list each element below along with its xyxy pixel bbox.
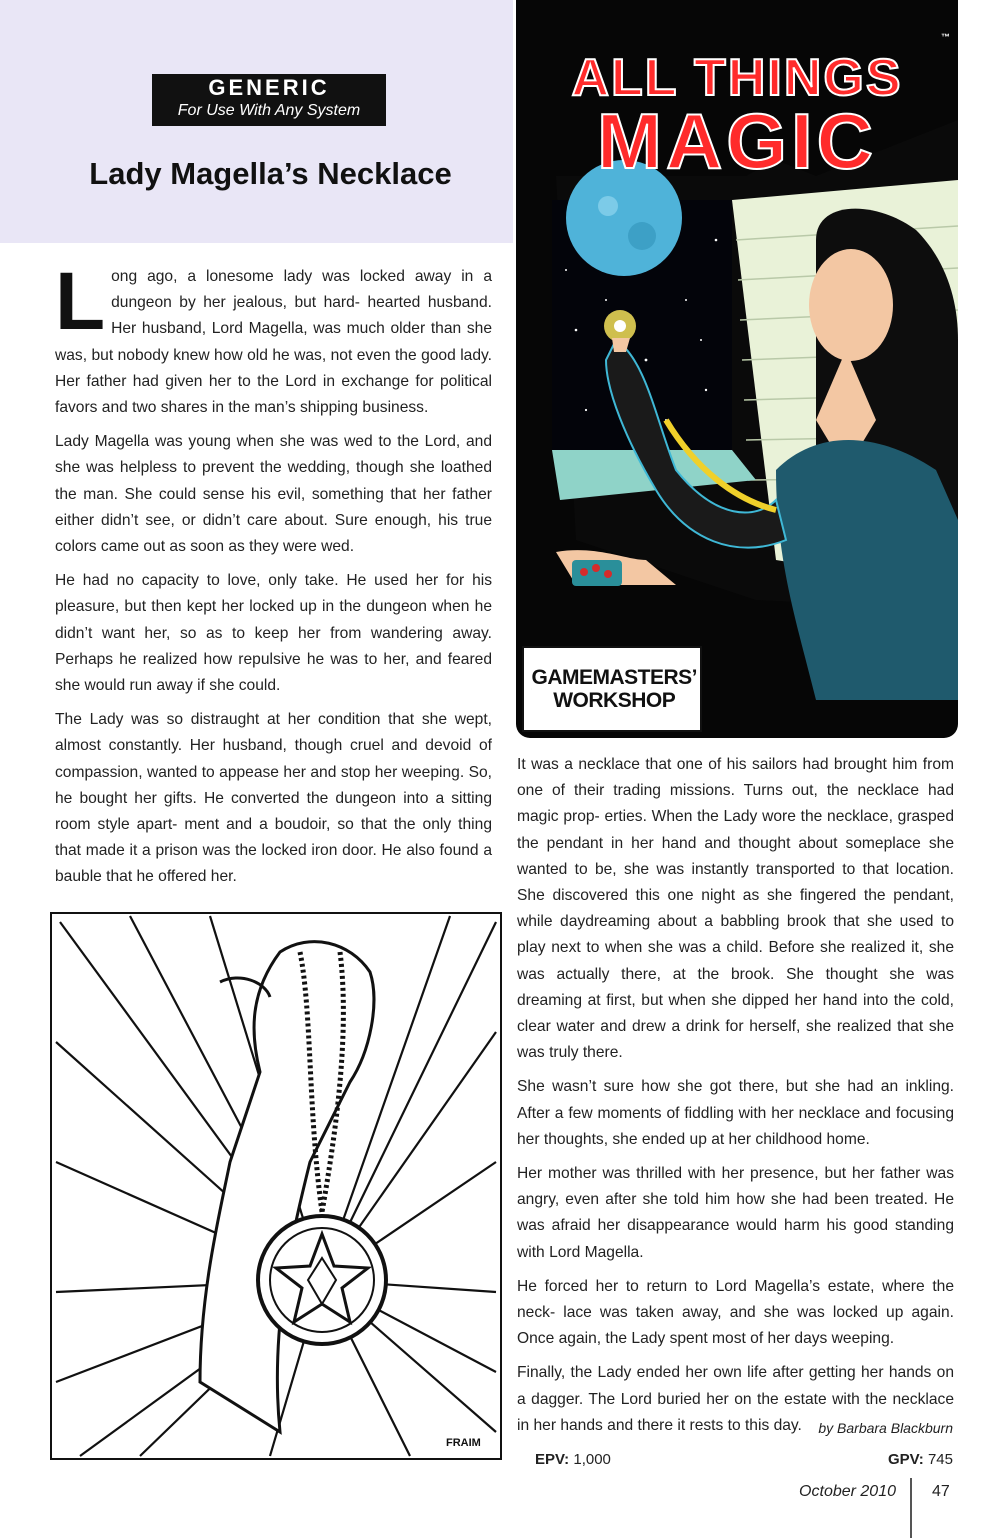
- generic-badge: [152, 74, 386, 126]
- paragraph: The Lady was so distraught at her condition that she wept, almost constantly. Her husband, though cruel and devoid of compassion, wanted to appease her and stop her weeping. So, he bought her gifts. He converted the dungeon into a sitting room style apart- ment and a boudoir, so that the only thing that made it a prison was the locked iron door. He also found a bauble that he offered her.: [55, 711, 492, 886]
- artist-signature: FRAIM: [446, 1437, 481, 1449]
- epv-value: [535, 1451, 611, 1468]
- gpv-value: [888, 1451, 953, 1468]
- paragraph: It was a necklace that one of his sailors had brought him from one of their trading missions. Turns out, the necklace had magic prop- erties. When the Lady wore the necklace, grasped the pendant in her hand and thought about someplace she wanted to be, she was instantly transported to that location. She discovered this one night as she fingered the pendant, while daydreaming about a babbling brook that she used to play next to when she was a child. Before she realized it, she was actually there, at the brook. She thought she was dreaming at first, but when she dipped her hand into the cold, clear water and drew a drink for herself, she realized that she was truly there.: [517, 756, 954, 1062]
- paragraph: She wasn’t sure how she got there, but she had an inkling. After a few moments of fiddling with her necklace and focusing her thoughts, she ended up at her childhood home.: [517, 1078, 954, 1148]
- page-number: 47: [932, 1483, 950, 1500]
- article-title: Lady Magella’s Necklace: [89, 156, 452, 191]
- left-text-column: [55, 256, 492, 899]
- footer-divider: [910, 1478, 912, 1538]
- cover-title-line2: MAGIC: [597, 97, 877, 185]
- paragraph: He forced her to return to Lord Magella’s estate, where the neck- lace was taken away, and she was locked up again. Once again, the Lady spent most of her days weeping.: [517, 1277, 954, 1348]
- paragraph: He had no capacity to love, only take. He used her for his pleasure, but then kept her locked up in the dungeon when he didn’t want her, so as to keep her from wandering away. Perhaps he realized how repulsive he was to her, and feared she would run away if she could.: [55, 572, 492, 695]
- magazine-cover-illustration: [516, 0, 958, 738]
- epv-label: EPV:: [535, 1451, 570, 1468]
- publisher-name: [531, 666, 697, 712]
- right-text-column: [517, 752, 954, 1447]
- cover-title-line1: ALL THINGS: [571, 49, 903, 107]
- byline: by Barbara Blackburn: [818, 1420, 953, 1436]
- woman-dress: [776, 440, 958, 700]
- gpv-number: 745: [927, 1451, 953, 1468]
- publisher-logo: [524, 648, 700, 730]
- badge-title: GENERIC: [208, 75, 330, 100]
- gpv-label: GPV:: [887, 1451, 924, 1468]
- paragraph: Lady Magella was young when she was wed to the Lord, and she was helpless to prevent the wedding, though she loathed the man. She could sense his evil, something that her father either didn’t see, or didn’t care about. Sure enough, his true colors came out as soon as they were wed.: [55, 433, 492, 556]
- badge-subtitle: For Use With Any System: [177, 102, 361, 119]
- publisher-line2: WORKSHOP: [553, 689, 676, 712]
- paragraph: Finally, the Lady ended her own life after getting her hands on a dagger. The Lord buried her on the estate with the necklace in her hands and there it rests to this day.: [517, 1364, 954, 1434]
- drop-cap: L: [55, 256, 106, 347]
- trademark: ™: [941, 32, 950, 42]
- woman-face: [809, 249, 893, 361]
- issue-date: October 2010: [799, 1483, 896, 1500]
- paragraph: Her mother was thrilled with her presence, but her father was angry, even after she told him how she had been treated. He was afraid her disappearance would harm his good standing with Lord Magella.: [517, 1165, 954, 1261]
- necklace-illustration: [50, 912, 502, 1460]
- epv-number: 1,000: [573, 1451, 611, 1468]
- paragraph-text: ong ago, a lonesome lady was locked away in a dungeon by her jealous, but hard- hearted husband. Her husband, Lord Magella, was much older than she was, but nobody knew how old he was, not even the good lady. Her father had given her to the Lord in exchange for political favors and two shares in the man’s shipping business.: [55, 268, 492, 417]
- publisher-line1: GAMEMASTERS’: [531, 666, 697, 689]
- paragraph: [55, 256, 492, 421]
